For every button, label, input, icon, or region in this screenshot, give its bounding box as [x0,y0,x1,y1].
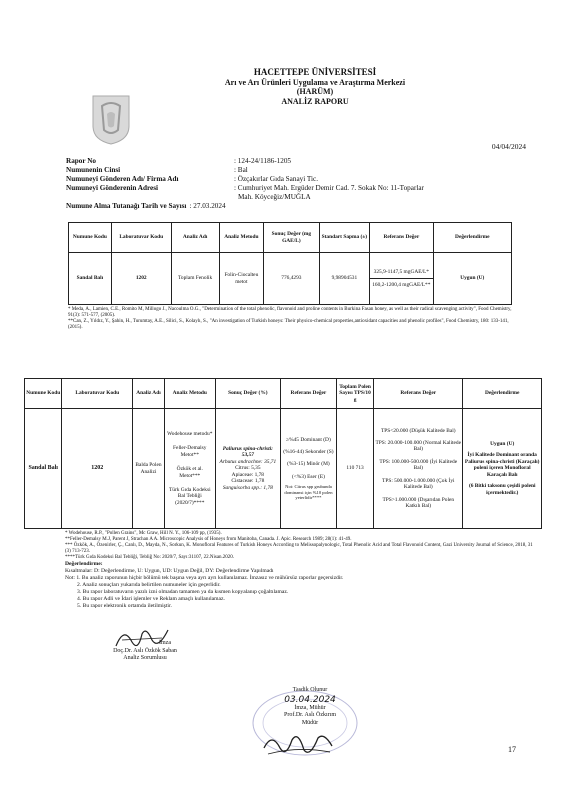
note-item: 2. Analiz sonuçları yukarıda belirtilen numuneler için geçerlidir. [77,582,221,588]
t2-header: Değerlendirme [463,379,542,409]
reference: ****Türk Gıda Kodeksi Bal Tebliği, Tebliğ No: 2020/7, Sayı:31107, 22.Nisan.2020. [65,555,235,560]
t2-sample: Sandal Balı [25,409,62,529]
t2-method: Türk Gıda Kodeksi Bal Tebliği (2020/7)**** [168,486,211,506]
t2-header: Sonuç Değer (%) [215,379,280,409]
t1-header: Analiz Adı [171,223,219,253]
t1-result: 776,4293 [264,253,319,305]
pollen-table [24,378,542,529]
t1-header: Laboratuvar Kodu [111,223,171,253]
t2-header: Referans Değer [280,379,336,409]
analyst-signature [85,640,205,663]
t2-eval-line: İyi Kalitede Dominant oranda Paliurus spina-christi (Karaçalı) poleni içeren Monofloral Karaçalı Balı [464,452,540,478]
t2-evaluation [463,409,542,529]
approval-seal-label: İmza, Mühür [294,704,326,711]
sender-label: Numuneyi Gönderen Adı/ Firma Adı [66,175,179,183]
t2-header: Toplam Polen Sayısı TPS/10 g [336,379,373,409]
notes-block [65,561,535,610]
t2-tps-ref-line: TPS<20.000 (Düşük Kalitede Bal) [380,427,456,434]
approval-date: 03.04.2024 [284,694,336,705]
t2-result-line: Cistaceae: 1,78 [231,478,265,485]
report-header [150,68,480,106]
t1-ref-line: 160,2-1200,4 mgGAE/L** [372,282,431,288]
t2-dominance-ref [280,409,336,529]
intake-label: Numune Alma Tutanağı Tarih ve Sayısı [66,202,187,210]
t1-header: Referans Değer [370,223,433,253]
abbreviations: Kısaltmalar: D: Değerlendirme, U: Uygun, UD: Uygun Değil, DY: Değerlendirme Yapılmadı [65,568,274,574]
approval-block [210,687,410,727]
university-name: HACETTEPE ÜNİVERSİTESİ [253,67,377,77]
t2-ref-note: Not: Citrus spp grubunda dominansi için %10 polen yeterlidir**** [284,484,333,501]
t2-tps-ref [374,409,463,529]
t2-header: Analiz Metodu [164,379,215,409]
sample-type: : Bal [234,166,248,174]
report-date: 04/04/2024 [491,142,526,151]
approval-label: Tasdik Olunur [292,687,328,693]
reference: **Feller-Demalsy M.J, Parent J, Strachan A A. Microscopic Analysis of Honeys from Manitoba, Canada. J. Apic. Research 1989; 28(1): 41-49. [65,537,352,542]
t2-method: Özkök et al. Metot*** [176,466,203,479]
address-line1: : Cumhuriyet Mah. Ergüder Demir Cad. 7. Sokak No: 11-Toparlar [234,184,424,192]
t1-method: Folin-Ciocalteu metot [219,253,264,305]
t1-lab-code: 1202 [111,253,171,305]
address-line2: Mah. Köyceğiz/MUĞLA [238,193,311,201]
t2-ref-line: ≥%45 Dominant (D) [286,436,331,443]
t1-header: Standart Sapma (±) [319,223,370,253]
t2-header: Referans Değer [374,379,463,409]
t1-sample: Sandal Balı [69,253,112,305]
t2-tps-ref-line: TPS: 500.000-1.000.000 (Çok İyi Kalitede Bal) [382,477,455,491]
address-label: Numuneyi Gönderenin Adresi [66,184,158,192]
analyst-name: Doç.Dr. Aslı Özkök Saban [113,647,177,654]
t2-header: Analiz Adı [133,379,165,409]
note-item: 5. Bu rapor elektronik ortamda iletilmiştir. [77,603,172,609]
page-number: 17 [508,745,516,754]
t2-methods [164,409,215,529]
t2-analysis: Balda Polen Analizi [133,409,165,529]
phenolic-table [68,222,512,305]
sample-type-label: Numunenin Cinsi [66,166,121,174]
report-title: ANALİZ RAPORU [281,96,349,106]
t1-ref-line: 325,9-1147,5 mgGAE/L* [373,268,430,275]
note-item: 3. Bu rapor laboratuvarın yazılı izni olmadan tamamen ya da kısmen kopyalanıp çoğaltılamaz. [77,589,289,595]
note-item: Not: 1. Bu analiz raporunun hiçbir bölümü tek başına veya ayrı ayrı kullanılamaz. İmzasız ve mühürsüz raporlar geçersizdir. [65,575,344,581]
t2-eval-line: Uygun (U) [490,441,515,448]
t1-reference [370,253,433,305]
intake-date: : 27.03.2024 [189,202,226,210]
t2-ref-line: (%3-15) Minör (M) [287,461,330,468]
t2-result-line: Citrus: 5,35 [235,465,261,472]
sender: : Özçakırlar Gıda Sanayi Tic. [234,175,319,183]
center-name: Arı ve Arı Ürünleri Uygulama ve Araştırma Merkezi [224,77,406,87]
director-signature-icon [258,728,338,760]
t2-method: Feller-Demalsy Metot** [173,445,207,458]
t2-tps-ref-line: TPS: 20.000-100.000 (Normal Kalitede Bal) [375,440,462,453]
university-logo-icon [88,92,134,146]
t2-lab-code: 1202 [62,409,133,529]
t1-header: Analiz Metodu [219,223,264,253]
sample-info [66,157,538,211]
t1-header: Sonuç Değer (mg GAE/L) [264,223,319,253]
signature-label: İmza [159,640,171,646]
t2-tps: 110 713 [336,409,373,529]
t2-result-line: Paliurus spina-christi: 53,57 [222,446,273,459]
director-name: Prof.Dr. Aslı Özkırım [284,712,336,718]
t2-header: Numune Kodu [25,379,62,409]
reference: *** Özkök, A., Özenirler, Ç., Canlı, D., Mayda, N., Sorkun, K. Monofloral Features of Turkish Honeys According to Melissopalynologic, Total Phenolic Acid and Total Flavonoid Content, Gazi University Journal of Science, 2018, 31 (3) 713-723. [65,543,533,554]
center-abbrev: (HARÜM) [296,87,334,96]
references-2 [65,531,535,561]
references-1 [68,307,518,331]
t2-tps-ref-line: TPS: 100.000-500.000 (İyi Kalitede Bal) [379,458,458,472]
t1-analysis: Toplam Fenolik [171,253,219,305]
note-item: 4. Bu rapor Adli ve İdari işlemler ve Reklam amaçlı kullanılamaz. [77,596,225,602]
t2-ref-line: (%16-44) Sekonder (S) [283,448,334,455]
t1-header: Değerlendirme [433,223,511,253]
t2-method: Wodehouse metodu* [167,430,213,437]
t1-header: Numune Kodu [69,223,112,253]
t2-eval-line: (6 Bitki taksonu çeşidi poleni içermektedir.) [468,483,536,496]
t2-result-line: Arbutus andrachne: 35,71 [219,458,277,465]
analyst-role: Analiz Sorumlusu [123,655,167,661]
director-role: Müdür [301,719,319,726]
t2-ref-line: (<%3) Eser (E) [291,473,325,480]
t2-tps-ref-line: TPS>1.000.000 (Dışarıdan Polen Katkılı Bal) [382,496,455,509]
reference: **Can, Z., Yıldız, Y., Şahin, H., Turumtay, A.E., Silici, S., Kolaylı, S., "An investigation of Turkish honeys: Their physico-chemical properties,antioxidant capacities and phenolic profiles", Food Chemistry, 180: 133-141, (2015). [68,319,509,330]
reference: * Wodehouse, R.P., "Pollen Grains", Mc Graw, Hill N. Y., 106-109 pp, (1935). [65,531,222,536]
t1-evaluation: Uygun (U) [433,253,511,305]
report-no-label: Rapor No [66,157,97,165]
t2-results [215,409,280,529]
t2-header: Laboratuvar Kodu [62,379,133,409]
t1-sd: 9,98904531 [319,253,370,305]
notes-title: Değerlendirme: [65,561,103,567]
t2-result-line: Sanguisorba spp.: 1,78 [222,484,273,491]
reference: * Meda, A., Lamien, C.E., Romito M, Millogo J., Nacoulma O.G., "Determination of the total phenolic, flavonoid and proline contents in Burkina Fasan honey, as well as their radical scavenging activity", Food Chemistry, 91(3): 571-577, (2005). [68,307,512,318]
report-no: : 124-24/1186-1205 [234,157,292,165]
t2-result-line: Apiaceae: 1,78 [231,471,264,478]
